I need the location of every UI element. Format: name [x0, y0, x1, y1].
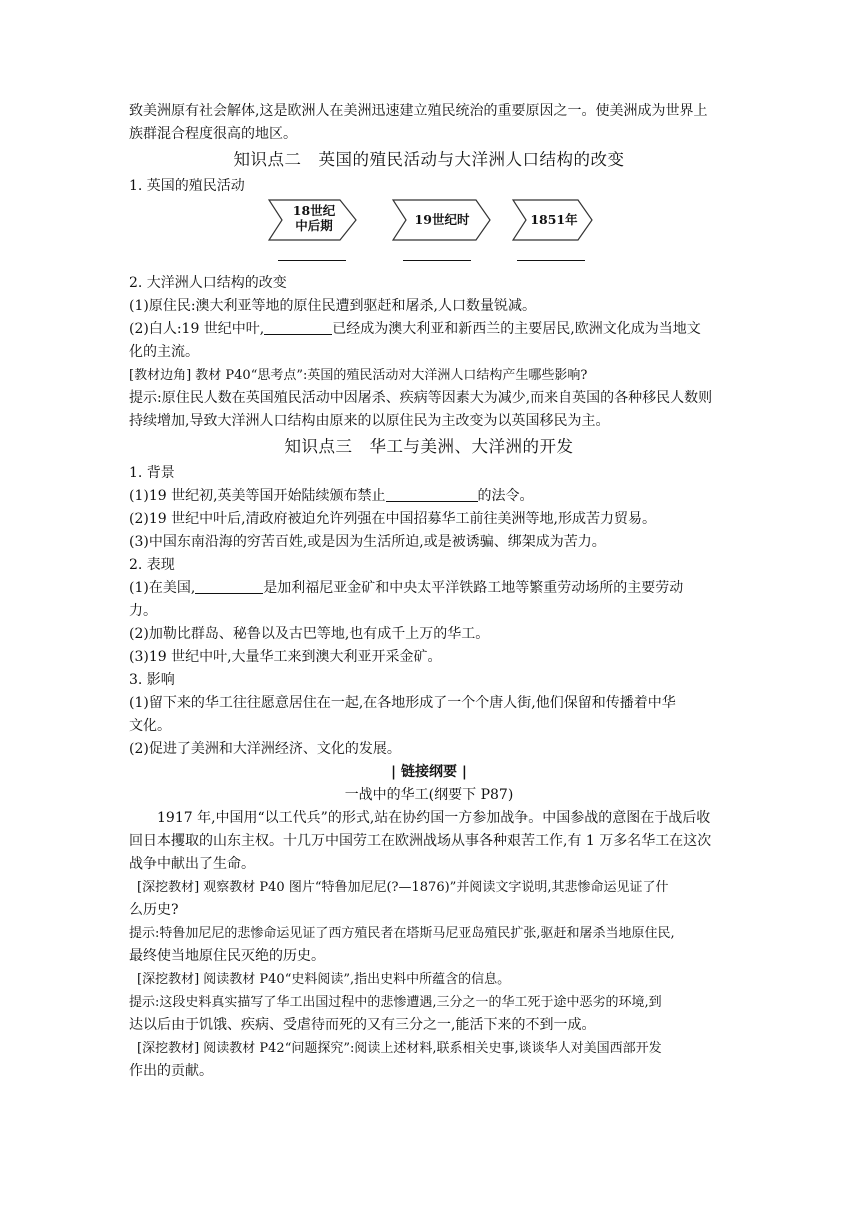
answer-blank[interactable]: [278, 260, 346, 261]
timeline-arrows: [129, 198, 729, 272]
hint-line: 提示:原住民人数在英国殖民活动中因屠杀、疾病等因素大为减少,而来自英国的各种移民人数则: [129, 390, 713, 406]
link-header: | 链接纲要 |: [391, 764, 467, 780]
timeline-arrow-1: [268, 198, 358, 242]
intro-line: 族群混合程度很高的地区。: [129, 126, 297, 142]
hint-line: 最终使当地原住民灭绝的历史。: [129, 948, 325, 964]
answer-blank[interactable]: [517, 260, 585, 261]
answer-blank[interactable]: [264, 320, 332, 335]
section-title-kp2: 知识点二 英国的殖民活动与大洋洲人口结构的改变: [233, 150, 625, 169]
link-paragraph: 1917 年,中国用“以工代兵”的形式,站在协约国一方参加战争。中国参战的意图在于战后收: [157, 810, 711, 826]
text-line: (2)19 世纪中叶后,清政府被迫允许列强在中国招募华工前往美洲等地,形成苦力贸易。: [129, 511, 656, 527]
arrow-1-label: 18世纪: [292, 203, 336, 218]
answer-blank[interactable]: [403, 260, 471, 261]
text-line: (3)中国东南沿海的穷苦百姓,或是因为生活所迫,或是被诱骗、绑架成为苦力。: [129, 534, 606, 550]
textbook-corner: [教材边角] 教材 P40“思考点”:英国的殖民活动对大洋洲人口结构产生哪些影响?: [129, 368, 588, 383]
text-line: 文化。: [129, 718, 171, 734]
text-line: (1)原住民:澳大利亚等地的原住民遭到驱赶和屠杀,人口数量锐减。: [129, 298, 536, 314]
link-subtitle: 一战中的华工(纲要下 P87): [344, 787, 514, 803]
text-line: 化的主流。: [129, 344, 199, 360]
subsection-title: 1. 英国的殖民活动: [129, 178, 245, 194]
arrow-3-label: 1851年: [530, 212, 578, 227]
subsection-title: 3. 影响: [129, 672, 175, 688]
subsection-title: 1. 背景: [129, 465, 175, 481]
text-line: (2)白人:19 世纪中叶, 已经成为澳大利亚和新西兰的主要居民,欧洲文化成为当地文: [129, 321, 701, 337]
subsection-title: 2. 大洋洲人口结构的改变: [129, 275, 287, 291]
arrow-1-label: 中后期: [295, 218, 333, 233]
hint-line: 提示:这段史料真实描写了华工出国过程中的悲惨遭遇,三分之一的华工死于途中恶劣的环境,到: [129, 995, 662, 1010]
link-paragraph: 回日本攫取的山东主权。十几万中国劳工在欧洲战场从事各种艰苦工作,有 1 万多名华工在这次: [129, 833, 712, 849]
text-line: (2)加勒比群岛、秘鲁以及古巴等地,也有成千上万的华工。: [129, 626, 490, 642]
deep-question: 作出的贡献。: [129, 1063, 213, 1079]
arrow-2-label: 19世纪时: [414, 212, 470, 227]
text-line: (3)19 世纪中叶,大量华工来到澳大利亚开采金矿。: [129, 649, 442, 665]
hint-line: 持续增加,导致大洋洲人口结构由原来的以原住民为主改变为以英国移民为主。: [129, 413, 610, 429]
answer-blank[interactable]: [386, 487, 478, 502]
answer-blank[interactable]: [195, 579, 263, 594]
timeline-arrow-2: [392, 198, 492, 242]
subsection-title: 2. 表现: [129, 557, 175, 573]
deep-question: [深挖教材] 阅读教材 P42“问题探究”:阅读上述材料,联系相关史事,谈谈华人对美国西部开发: [137, 1041, 662, 1056]
document-page: [129, 100, 729, 1083]
text-line: (1)19 世纪初,英美等国开始陆续颁布禁止 的法令。: [129, 488, 534, 504]
deep-question: [深挖教材] 观察教材 P40 图片“特鲁加尼尼(?—1876)”并阅读文字说明,其悲惨命运见证了什: [137, 880, 669, 895]
link-paragraph: 战争中献出了生命。: [129, 856, 255, 872]
deep-question: 么历史?: [129, 902, 179, 918]
hint-line: 达以后由于饥饿、疾病、受虐待而死的又有三分之一,能活下来的不到一成。: [129, 1017, 596, 1033]
section-title-kp3: 知识点三 华工与美洲、大洋洲的开发: [284, 437, 574, 456]
intro-line: 致美洲原有社会解体,这是欧洲人在美洲迅速建立殖民统治的重要原因之一。使美洲成为世界上: [129, 103, 708, 119]
text-line: 力。: [129, 603, 157, 619]
hint-line: 提示:特鲁加尼尼的悲惨命运见证了西方殖民者在塔斯马尼亚岛殖民扩张,驱赶和屠杀当地原住民,: [129, 926, 675, 941]
text-line: (1)留下来的华工往往愿意居住在一起,在各地形成了一个个唐人街,他们保留和传播着中华: [129, 695, 676, 711]
text-line: (2)促进了美洲和大洋洲经济、文化的发展。: [129, 741, 401, 757]
timeline-arrow-3: [512, 198, 594, 242]
deep-question: [深挖教材] 阅读教材 P40“史料阅读”,指出史料中所蕴含的信息。: [137, 972, 511, 987]
text-line: (1)在美国, 是加利福尼亚金矿和中央太平洋铁路工地等繁重劳动场所的主要劳动: [129, 580, 684, 596]
